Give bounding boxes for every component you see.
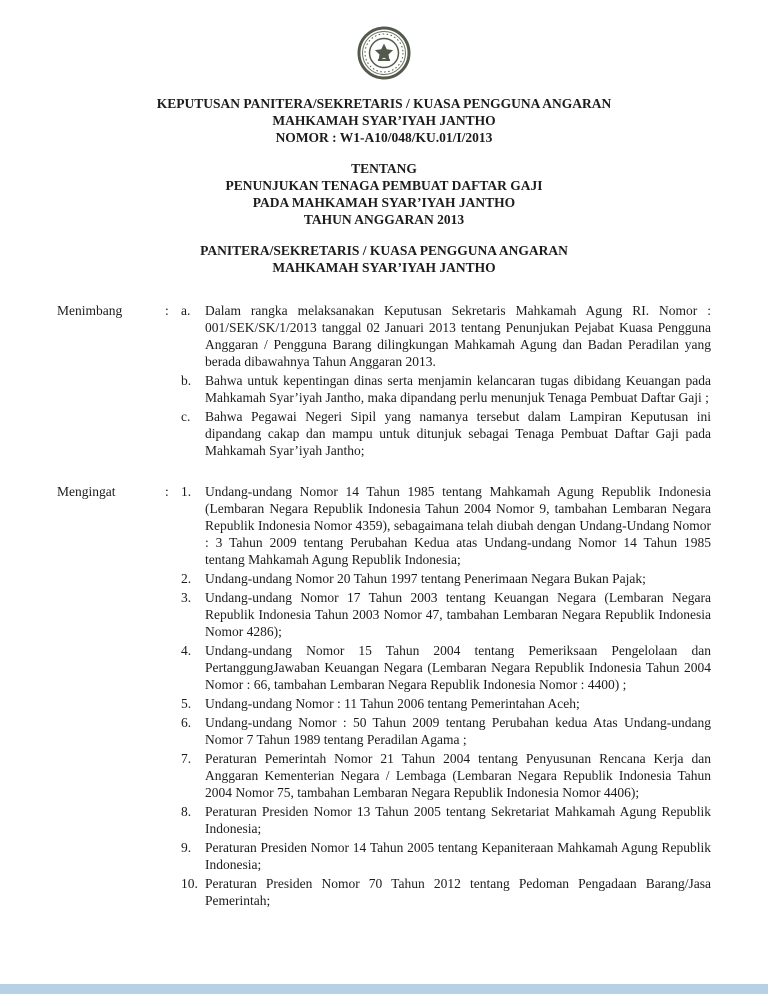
list-item [181, 302, 711, 370]
document-header [57, 95, 711, 146]
list-item [181, 570, 711, 587]
item-text: Dalam rangka melaksanakan Keputusan Sekretaris Mahkamah Agung RI. Nomor : 001/SEK/SK/1/2013 tanggal 02 Januari 2013 tentang Penunjukan Pejabat Kuasa Pengguna Anggaran / Pengguna Barang dilingkungan Mahkamah Agung dan Badan Peradilan yang berada dibawahnya Tahun Anggaran 2013. [205, 303, 711, 369]
list-item [181, 372, 711, 406]
issuer-line1: PANITERA/SEKRETARIS / KUASA PENGGUNA ANGARAN [200, 243, 568, 258]
item-marker: 8. [181, 804, 192, 819]
list-item [181, 875, 711, 909]
document-title-line1: KEPUTUSAN PANITERA/SEKRETARIS / KUASA PENGGUNA ANGARAN [156, 96, 612, 111]
subject-line2: PADA MAHKAMAH SYAR’IYAH JANTHO [252, 195, 516, 210]
list-item [181, 695, 711, 712]
item-marker: 3. [181, 590, 192, 605]
item-marker: 10. [181, 876, 198, 891]
section-label: Menimbang [57, 303, 123, 318]
item-text: Undang-undang Nomor 15 Tahun 2004 tentang Pemeriksaan Pengelolaan dan PertanggungJawaban Keuangan Negara (Lembaran Negara Republik Indonesia Tahun 2004 Nomor : 66, tambahan Lembaran Negara Republik Indonesia Nomor : 4400) ; [205, 643, 711, 692]
item-marker: 7. [181, 751, 192, 766]
subject-line1: PENUNJUKAN TENAGA PEMBUAT DAFTAR GAJI [225, 178, 543, 193]
viewer-progress-bar[interactable] [0, 984, 768, 994]
item-text: Peraturan Presiden Nomor 70 Tahun 2012 tentang Pedoman Pengadaan Barang/Jasa Pemerintah; [205, 876, 711, 908]
list-item [181, 483, 711, 568]
item-text: Bahwa untuk kepentingan dinas serta menjamin kelancaran tugas dibidang Keuangan pada Mahkamah Syar’iyah Jantho, maka dipandang perlu menunjuk Tenaga Pembuat Daftar Gaji ; [205, 373, 711, 405]
item-text: Undang-undang Nomor 20 Tahun 1997 tentang Penerimaan Negara Bukan Pajak; [205, 571, 646, 586]
item-marker: 2. [181, 571, 192, 586]
list-item [181, 714, 711, 748]
document-issuer [57, 242, 711, 276]
item-text: Undang-undang Nomor : 11 Tahun 2006 tentang Pemerintahan Aceh; [205, 696, 580, 711]
section-separator: : [165, 303, 169, 318]
document-title-line2: MAHKAMAH SYAR’IYAH JANTHO [272, 113, 496, 128]
item-marker: 9. [181, 840, 192, 855]
item-text: Peraturan Pemerintah Nomor 21 Tahun 2004 tentang Penyusunan Rencana Kerja dan Anggaran Kementerian Negara / Lembaga (Lembaran Negara Republik Indonesia Tahun 2004 Nomor 75, tambahan Lembaran Negara Republik Indonesia Nomor 4406); [205, 751, 711, 800]
section-menimbang [57, 302, 711, 461]
item-marker: c. [181, 409, 191, 424]
item-marker: 5. [181, 696, 192, 711]
item-marker: b. [181, 373, 192, 388]
document-number: NOMOR : W1-A10/048/KU.01/I/2013 [275, 130, 493, 145]
item-text: Undang-undang Nomor 17 Tahun 2003 tentang Keuangan Negara (Lembaran Negara Republik Indonesia Tahun 2003 Nomor 47, tambahan Lembaran Negara Republik Indonesia Nomor 4286); [205, 590, 711, 639]
list-item [181, 408, 711, 459]
list-item [181, 589, 711, 640]
list-item [181, 750, 711, 801]
issuer-line2: MAHKAMAH SYAR’IYAH JANTHO [272, 260, 496, 275]
item-marker: 4. [181, 643, 192, 658]
item-marker: 1. [181, 484, 192, 499]
section-separator: : [165, 484, 169, 499]
item-marker: a. [181, 303, 191, 318]
subject-line3: TAHUN ANGGARAN 2013 [303, 212, 465, 227]
item-text: Peraturan Presiden Nomor 14 Tahun 2005 tentang Kepaniteraan Mahkamah Agung Republik Indonesia; [205, 840, 711, 872]
item-marker: 6. [181, 715, 192, 730]
item-text: Undang-undang Nomor 14 Tahun 1985 tentang Mahkamah Agung Republik Indonesia (Lembaran Negara Republik Indonesia Tahun 2004 Nomor 9, tambahan Lembaran Negara Republik Indonesia Nomor 4359), sebagaimana telah diubah dengan Undang-Undang Nomor : 3 Tahun 2009 tentang Perubahan Kedua atas Undang-undang Nomor 14 Tahun 1985 tentang Mahkamah Agung Republik Indonesia; [205, 484, 711, 567]
list-item [181, 839, 711, 873]
item-text: Undang-undang Nomor : 50 Tahun 2009 tentang Perubahan kedua Atas Undang-undang Nomor 7 Tahun 1989 tentang Peradilan Agama ; [205, 715, 711, 747]
section-mengingat [57, 483, 711, 911]
section-items [181, 302, 711, 461]
section-items [181, 483, 711, 911]
document-subject [57, 160, 711, 228]
section-label: Mengingat [57, 484, 116, 499]
list-item [181, 642, 711, 693]
list-item [181, 803, 711, 837]
subject-label: TENTANG [351, 161, 417, 176]
item-text: Bahwa Pegawai Negeri Sipil yang namanya tersebut dalam Lampiran Keputusan ini dipandang cakap dan mampu untuk ditunjuk sebagai Tenaga Pembuat Daftar Gaji pada Mahkamah Syar’iyah Jantho; [205, 409, 711, 458]
seal-container [57, 26, 711, 85]
court-seal-icon [357, 26, 411, 85]
item-text: Peraturan Presiden Nomor 13 Tahun 2005 tentang Sekretariat Mahkamah Agung Republik Indonesia; [205, 804, 711, 836]
